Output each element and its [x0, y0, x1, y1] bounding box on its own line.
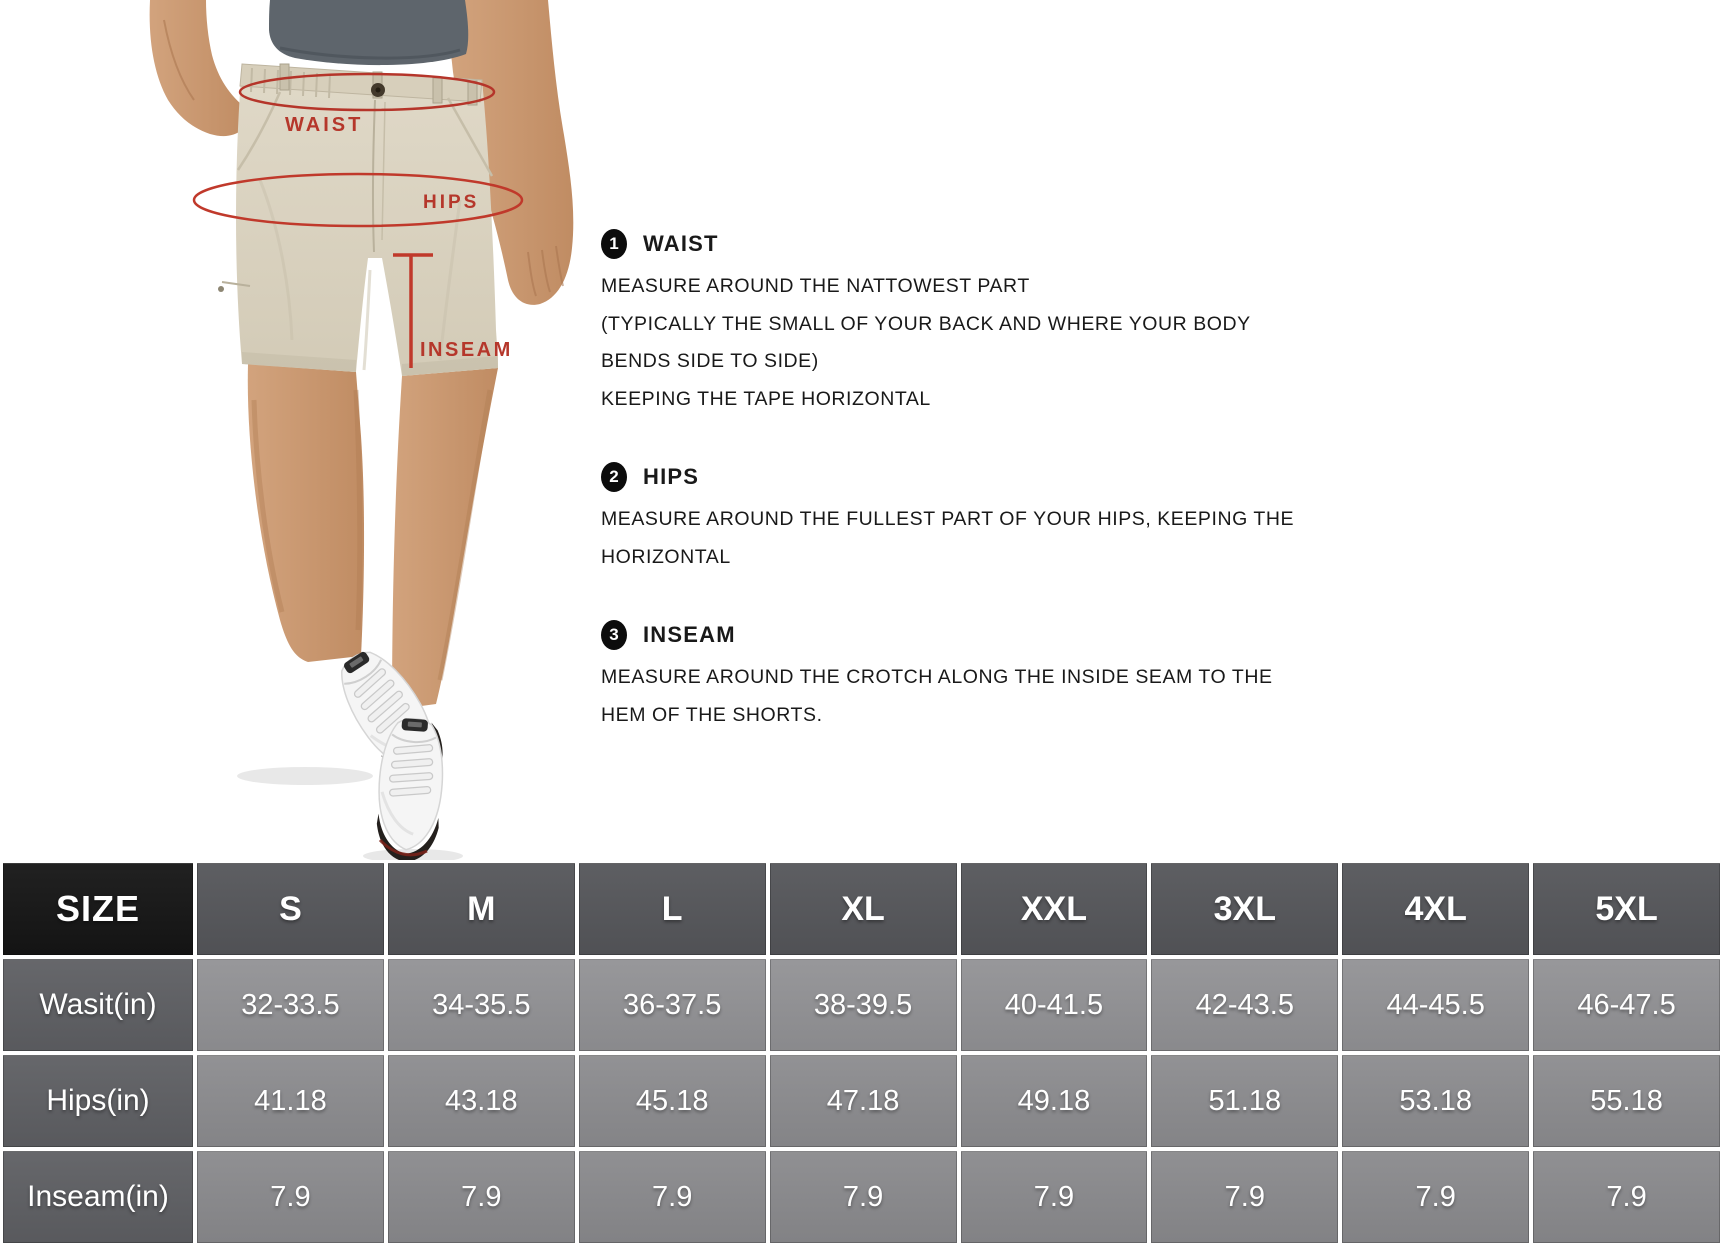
waist-value-cell: 42-43.5 — [1151, 959, 1338, 1051]
instruction-hips-title: HIPS — [643, 464, 700, 489]
instruction-text-line: BENDS SIDE TO SIDE) — [601, 350, 819, 372]
measurement-instructions — [601, 229, 1411, 778]
size-column-header-m: M — [388, 863, 575, 955]
size-column-header-xl: XL — [770, 863, 957, 955]
row-label-inseam: Inseam(in) — [3, 1151, 193, 1243]
size-chart-table — [3, 863, 1720, 1243]
inseam-annotation-label: INSEAM — [420, 339, 513, 361]
waist-annotation-label: WAIST — [285, 114, 364, 136]
size-column-header-xxl: XXL — [961, 863, 1148, 955]
instruction-hips — [601, 462, 1411, 576]
waist-value-cell: 44-45.5 — [1342, 959, 1529, 1051]
hips-value-cell: 41.18 — [197, 1055, 384, 1147]
inseam-value-cell: 7.9 — [388, 1151, 575, 1243]
hips-value-cell: 55.18 — [1533, 1055, 1720, 1147]
inseam-value-cell: 7.9 — [579, 1151, 766, 1243]
instruction-waist — [601, 229, 1411, 418]
size-column-header-5xl: 5XL — [1533, 863, 1720, 955]
instruction-text-line: (TYPICALLY THE SMALL OF YOUR BACK AND WHERE YOUR BODY — [601, 312, 1251, 335]
hips-value-cell: 51.18 — [1151, 1055, 1338, 1147]
instruction-text-line: MEASURE AROUND THE NATTOWEST PART — [601, 275, 1030, 297]
instruction-inseam — [601, 620, 1411, 734]
waist-value-cell: 46-47.5 — [1533, 959, 1720, 1051]
waist-value-cell: 36-37.5 — [579, 959, 766, 1051]
instruction-text-line: MEASURE AROUND THE FULLEST PART OF YOUR HIPS, KEEPING THE — [601, 508, 1295, 530]
model-photo — [130, 0, 590, 860]
step-3-badge: 3 — [601, 620, 627, 650]
row-label-waist: Wasit(in) — [3, 959, 193, 1051]
inseam-value-cell: 7.9 — [1342, 1151, 1529, 1243]
waist-value-cell: 32-33.5 — [197, 959, 384, 1051]
instruction-text-line: KEEPING THE TAPE HORIZONTAL — [601, 387, 931, 410]
waist-value-cell: 40-41.5 — [961, 959, 1148, 1051]
zip-pull — [218, 286, 224, 292]
row-label-hips: Hips(in) — [3, 1055, 193, 1147]
model-illustration — [130, 0, 590, 860]
hips-value-cell: 45.18 — [579, 1055, 766, 1147]
instruction-inseam-title: INSEAM — [643, 622, 736, 647]
floor-shadow — [237, 767, 373, 785]
hips-value-cell: 47.18 — [770, 1055, 957, 1147]
shirt — [269, 0, 468, 65]
hips-value-cell: 53.18 — [1342, 1055, 1529, 1147]
inseam-value-cell: 7.9 — [961, 1151, 1148, 1243]
instruction-text-line: HEM OF THE SHORTS. — [601, 703, 823, 726]
inseam-value-cell: 7.9 — [770, 1151, 957, 1243]
inseam-value-cell: 7.9 — [1533, 1151, 1720, 1243]
hips-value-cell: 49.18 — [961, 1055, 1148, 1147]
instruction-text-line: MEASURE AROUND THE CROTCH ALONG THE INSIDE SEAM TO THE — [601, 666, 1273, 688]
inseam-value-cell: 7.9 — [197, 1151, 384, 1243]
instruction-waist-title: WAIST — [643, 231, 719, 256]
size-column-header-4xl: 4XL — [1342, 863, 1529, 955]
step-1-badge: 1 — [601, 229, 627, 259]
size-column-header-3xl: 3XL — [1151, 863, 1338, 955]
size-column-header-l: L — [579, 863, 766, 955]
instruction-text-line: HORIZONTAL — [601, 545, 731, 568]
hips-annotation-label: HIPS — [423, 192, 480, 213]
size-column-header-s: S — [197, 863, 384, 955]
step-2-badge: 2 — [601, 462, 627, 492]
table-corner-size-header: SIZE — [3, 863, 193, 955]
inseam-value-cell: 7.9 — [1151, 1151, 1338, 1243]
waist-value-cell: 34-35.5 — [388, 959, 575, 1051]
waist-value-cell: 38-39.5 — [770, 959, 957, 1051]
hips-value-cell: 43.18 — [388, 1055, 575, 1147]
